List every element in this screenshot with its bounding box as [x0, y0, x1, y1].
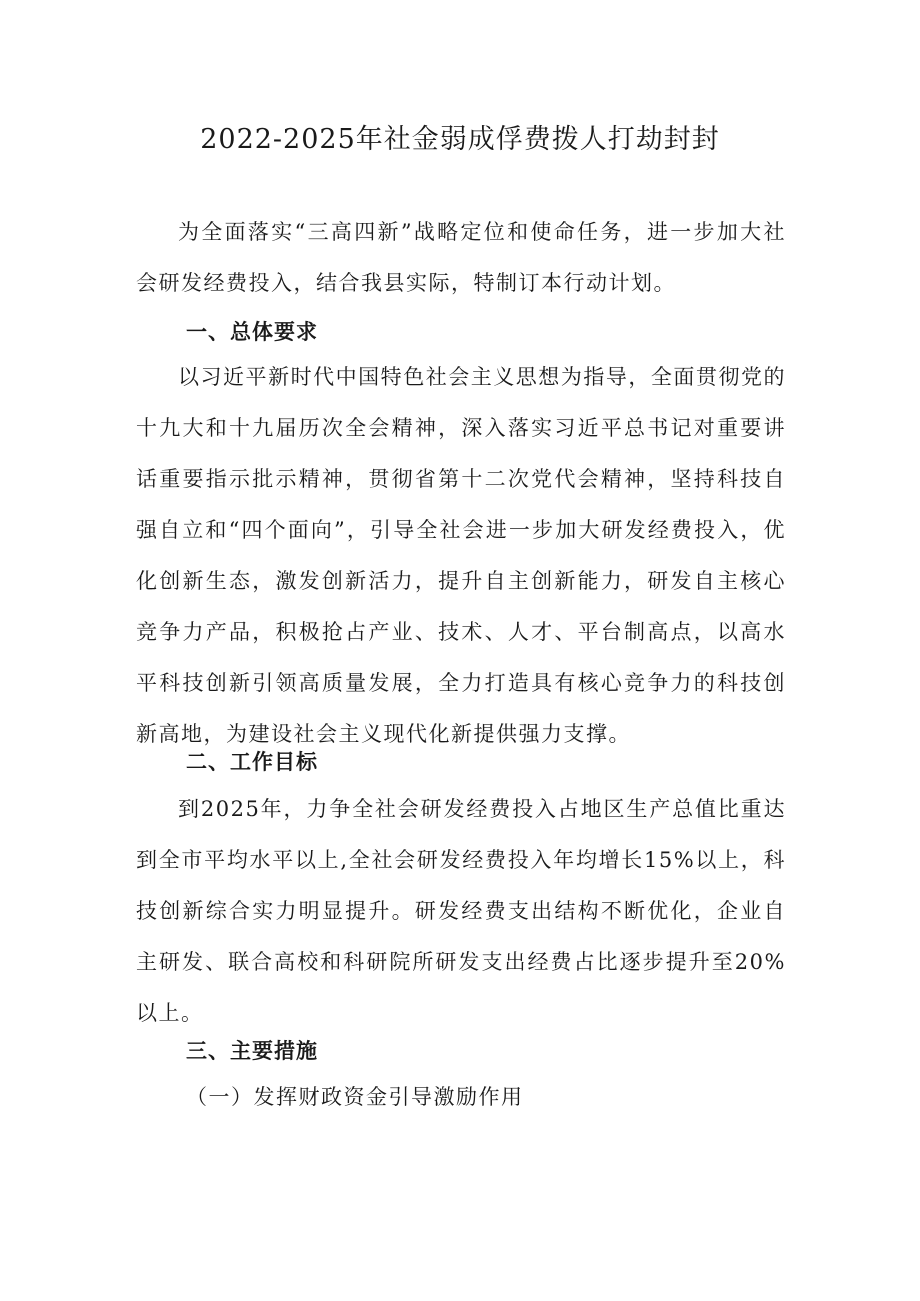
subsection-heading-fiscal-funds: （一）发挥财政资金引导激励作用 [186, 1085, 524, 1109]
section-heading-work-goals: 二、工作目标 [186, 750, 318, 774]
section-paragraph-overall-requirements: 以习近平新时代中国特色社会主义思想为指导，全面贯彻党的十九大和十九届历次全会精神，深入落实习近平总书记对重要讲话重要指示批示精神，贯彻省第十二次党代会精神，坚持科技自强自立和“四个面向”，引导全社会进一步加大研发经费投入，优化创新生态，激发创新活力，提升自主创新能力，研发自主核心竞争力产品，积极抢占产业、技术、人才、平台制高点，以高水平科技创新引领高质量发展，全力打造具有核心竞争力的科技创新高地，为建设社会主义现代化新提供强力支撑。 [136, 365, 786, 746]
section-paragraph-work-goals: 到2025年，力争全社会研发经费投入占地区生产总值比重达到全市平均水平以上,全社会研发经费投入年均增长15%以上，科技创新综合实力明显提升。研发经费支出结构不断优化，企业自主研发、联合高校和科研院所研发支出经费占比逐步提升至20%以上。 [136, 797, 786, 1025]
section-heading-main-measures: 三、主要措施 [186, 1039, 318, 1063]
section-heading-overall-requirements: 一、总体要求 [186, 320, 318, 344]
document-title: 2022-2025年社金弱成俘费拨人打劫封封 [200, 124, 720, 155]
intro-paragraph: 为全面落实“三高四新”战略定位和使命任务，进一步加大社会研发经费投入，结合我县实际，特制订本行动计划。 [136, 220, 786, 295]
